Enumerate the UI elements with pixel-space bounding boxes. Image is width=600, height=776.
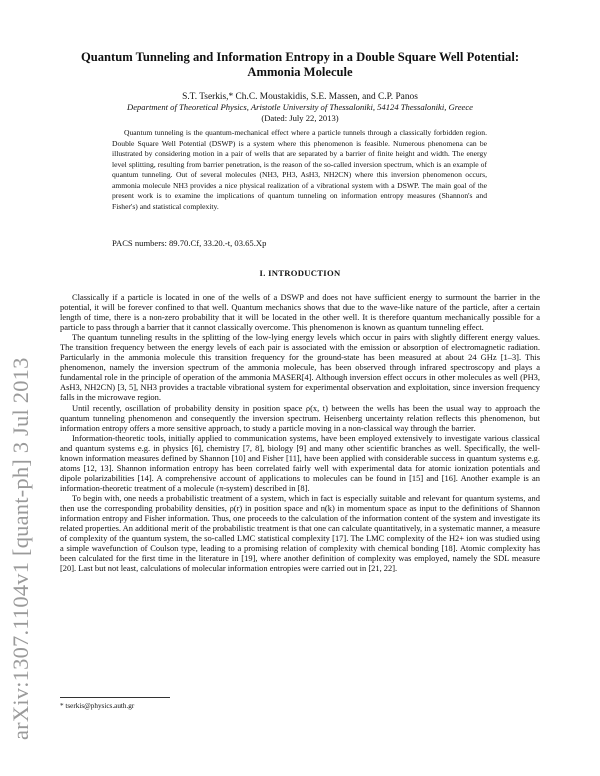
pacs-numbers: PACS numbers: 89.70.Cf, 33.20.-t, 03.65.Xp <box>112 238 267 248</box>
paragraph: Classically if a particle is located in one of the wells of a DSWP and does not have sufficient energy to surmount the barrier in the potential, it will be forever confined to that well. Quantum mechanics shows that due to the wave-like nature of the particle, after a certain length of time, there is a non-zero probability that it will be located in the other well. It is therefore quantum mechanically possible for a particle to pass through a barrier that it cannot classically overcome. This phenomenon is known as quantum tunneling effect. <box>60 292 540 333</box>
paper-title: Quantum Tunneling and Information Entropy in a Double Square Well Potential: Ammonia Molecule <box>80 50 520 79</box>
arxiv-sidebar-identifier: arXiv:1307.1104v1 [quant-ph] 3 Jul 2013 <box>8 357 33 740</box>
paragraph: To begin with, one needs a probabilistic treatment of a system, which in fact is especially suitable and relevant for quantum systems, and then use the corresponding probability densities, ρ(r) in position space and n(k) in momentum space as input to the definitions of Shannon information entropy and Fisher information. Thus, one proceeds to the calculation of the information content of the system and investigate its related properties. An additional merit of the probabilistic treatment is that one can calculate quantitatively, in a systematic manner, a measure of complexity of the quantum system, the so-called LMC statistical complexity [17]. The LMC complexity of the H2+ ion was studied using a simple wavefunction of Coulson type, leading to a promising relation of complexity with chemical bonding [18]. Atomic complexity has been calculated for the first time in the literature in [19], where another definition of complexity was employed, namely the SDL measure [20]. Last but not least, calculations of molecular information entropies were carried out in [21, 22]. <box>60 492 540 574</box>
paragraph: Information-theoretic tools, initially applied to communication systems, have been employed extensively to investigate various classical and quantum systems e.g. in physics [6], chemistry [7, 8], biology [9] and many other scientific branches as well. Specifically, the well-known information measures defined by Shannon [10] and Fisher [11], have been applied with considerable success in quantum systems e.g. atoms [12, 13]. Shannon information entropy has been correlated fairly well with experimental data for atomic ionization potentials and dipole polarizabilities [14]. A comprehensive account of applications to molecules can be found in [15] and [16]. Another example is an information-theoretic treatment of a molecule (π-system) described in [8]. <box>60 432 540 493</box>
introduction-body <box>60 292 540 573</box>
footnote-rule <box>60 697 170 698</box>
paragraph: Until recently, oscillation of probability density in position space ρ(x, t) between the wells has been the usual way to approach the quantum tunneling phenomenon and consequently the inversion spectrum. Heisenberg uncertainty relation reflects this phenomenon, but information entropy offers a more sensitive approach, to study a particle moving in a non-classical way through the barrier. <box>60 402 540 433</box>
abstract: Quantum tunneling is the quantum-mechanical effect where a particle tunnels through a classically forbidden region. Double Square Well Potential (DSWP) is a system where this phenomenon is feasible. Numerous phenomena can be illustrated by considering motion in a pair of wells that are separated by a barrier of finite height and width. The energy level splitting, resulting from barrier penetration, is the reason of the so-called inversion spectrum, which is an example of quantum tunneling. Out of several molecules (NH3, PH3, AsH3, NH2CN) where this inversion phenomenon occurs, ammonia molecule NH3 provides a nice physical realization of a vibrational system with a DSWP. The main goal of the present work is to examine the implications of quantum tunneling on information entropy measures (Shannon's and Fisher's) and statistical complexity. <box>112 128 487 211</box>
author-list: S.T. Tserkis,* Ch.C. Moustakidis, S.E. Massen, and C.P. Panos <box>182 92 418 102</box>
footnote-email[interactable]: * tserkis@physics.auth.gr <box>60 702 135 710</box>
date-line: (Dated: July 22, 2013) <box>261 113 339 123</box>
paragraph: The quantum tunneling results in the splitting of the low-lying energy levels which occur in pairs with slightly different energy values. The transition frequency between the energy levels of each pair is associated with the emission or absorption of electromagnetic radiation. Particularly in the ammonia molecule this transition frequency for the ground-state has been measured at about 24 GHz [1–3]. This phenomenon, namely the inversion spectrum of the ammonia molecule, has been observed through infrared spectroscopy and plays a fundamental role in the principle of operation of the ammonia MASER[4]. Although inversion effect occurs in other molecules as well (PH3, AsH3, NH2CN) [3, 5], NH3 provides a tractable vibrational system for experimental observation and exploitation, since inversion frequency falls in the microwave region. <box>60 332 540 403</box>
section-heading-introduction: I. INTRODUCTION <box>259 268 341 278</box>
affiliation: Department of Theoretical Physics, Aristotle University of Thessaloniki, 54124 Thessaloniki, Greece <box>126 102 473 112</box>
